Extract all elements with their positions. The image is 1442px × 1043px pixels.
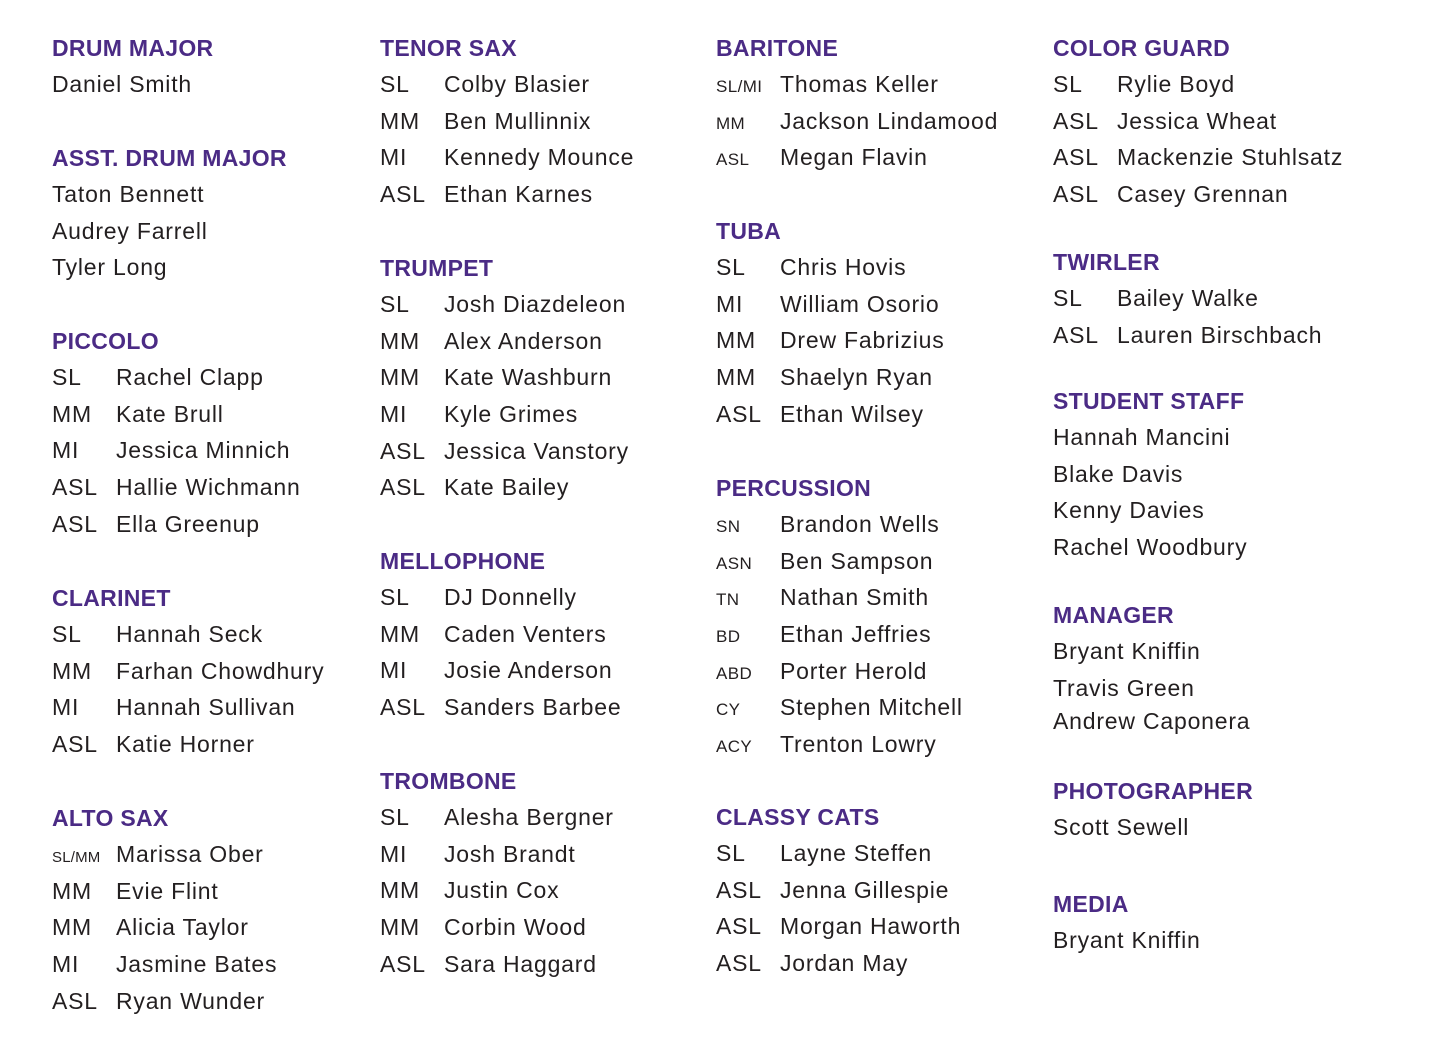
position-label: ASL bbox=[380, 181, 426, 208]
section-classy-cats bbox=[716, 802, 961, 985]
member-name: Hallie Wichmann bbox=[116, 474, 301, 501]
roster-row bbox=[716, 252, 945, 289]
member-name: Justin Cox bbox=[444, 877, 560, 904]
position-label: SL bbox=[1053, 285, 1083, 311]
roster-row bbox=[716, 69, 998, 106]
roster-row bbox=[1053, 459, 1247, 496]
position-label: ASL bbox=[1053, 181, 1099, 208]
position-label: ABD bbox=[716, 663, 753, 683]
roster-row bbox=[380, 875, 614, 912]
member-name: Kyle Grimes bbox=[444, 401, 579, 428]
roster-row bbox=[52, 435, 301, 472]
roster-row bbox=[380, 655, 621, 692]
roster-row bbox=[1053, 320, 1322, 357]
member-name: Sara Haggard bbox=[444, 950, 597, 977]
roster-row bbox=[716, 911, 961, 948]
position-label: ASL bbox=[52, 731, 98, 758]
roster-row bbox=[52, 509, 301, 546]
roster-row bbox=[1053, 925, 1201, 962]
member-name: Shaelyn Ryan bbox=[780, 364, 933, 391]
roster-row bbox=[52, 399, 301, 436]
roster-row bbox=[380, 839, 614, 876]
member-name: Rachel Woodbury bbox=[1053, 534, 1248, 561]
roster-row bbox=[380, 802, 614, 839]
position-label: ASL bbox=[380, 694, 426, 721]
roster-row bbox=[716, 399, 945, 436]
member-name: Brandon Wells bbox=[780, 511, 940, 537]
position-label: SL bbox=[380, 804, 410, 830]
section-percussion bbox=[716, 473, 963, 766]
section-tuba bbox=[716, 216, 945, 435]
member-name: Josie Anderson bbox=[444, 657, 613, 684]
member-name: Corbin Wood bbox=[444, 914, 587, 941]
section-title: BARITONE bbox=[716, 35, 839, 61]
member-name: Rylie Boyd bbox=[1117, 71, 1235, 97]
section-title: TENOR SAX bbox=[380, 35, 517, 61]
roster-row bbox=[1053, 532, 1247, 569]
position-label: SL bbox=[716, 840, 746, 866]
roster-row bbox=[1053, 812, 1253, 849]
member-name: Alicia Taylor bbox=[116, 914, 249, 941]
member-name: Marissa Ober bbox=[116, 841, 264, 867]
member-name: Ethan Wilsey bbox=[780, 400, 924, 427]
position-label: CY bbox=[716, 700, 741, 720]
roster-row bbox=[380, 142, 634, 179]
section-media bbox=[1053, 889, 1201, 962]
section-title: MANAGER bbox=[1053, 602, 1174, 628]
position-label: MM bbox=[380, 914, 420, 941]
position-label: MM bbox=[52, 400, 92, 427]
member-name: Evie Flint bbox=[116, 877, 219, 904]
position-label: SL bbox=[716, 254, 746, 280]
roster-row bbox=[716, 729, 963, 766]
member-name: Travis Green bbox=[1053, 674, 1195, 701]
position-label: SL bbox=[1053, 71, 1083, 97]
member-name: Morgan Haworth bbox=[780, 913, 962, 940]
position-label: ASL bbox=[380, 474, 426, 501]
member-name: Kenny Davies bbox=[1053, 497, 1205, 524]
member-name: Casey Grennan bbox=[1117, 181, 1289, 208]
member-name: Daniel Smith bbox=[52, 71, 192, 97]
position-label: MI bbox=[716, 290, 744, 317]
member-name: Bryant Kniffin bbox=[1053, 638, 1201, 664]
section-student-staff bbox=[1053, 386, 1247, 569]
position-label: MM bbox=[380, 107, 420, 134]
roster-row bbox=[716, 289, 945, 326]
section-manager bbox=[1053, 600, 1250, 742]
position-label: MI bbox=[52, 951, 80, 978]
position-label: ASL bbox=[716, 950, 762, 977]
position-label: MI bbox=[380, 840, 408, 867]
section-title: TWIRLER bbox=[1053, 249, 1160, 275]
roster-row bbox=[716, 948, 961, 985]
position-label: SL/MM bbox=[52, 849, 101, 866]
position-label: SL bbox=[380, 71, 410, 97]
section-asst-drum-major bbox=[52, 143, 287, 289]
member-name: Ryan Wunder bbox=[116, 987, 266, 1014]
member-name: Jordan May bbox=[780, 950, 909, 977]
section-twirler bbox=[1053, 247, 1322, 356]
section-title: COLOR GUARD bbox=[1053, 35, 1231, 61]
position-label: TN bbox=[716, 590, 740, 610]
member-name: Josh Brandt bbox=[444, 840, 576, 867]
roster-row bbox=[52, 986, 277, 1023]
member-name: Farhan Chowdhury bbox=[116, 657, 325, 684]
roster-row bbox=[52, 619, 324, 656]
section-photographer bbox=[1053, 776, 1253, 849]
member-name: Jackson Lindamood bbox=[780, 107, 999, 134]
roster-row bbox=[380, 362, 629, 399]
roster-row bbox=[716, 509, 963, 546]
member-name: Colby Blasier bbox=[444, 71, 590, 97]
position-label: MI bbox=[52, 694, 80, 721]
member-name: Ben Sampson bbox=[780, 547, 934, 574]
position-label: ACY bbox=[716, 737, 753, 757]
member-name: Sanders Barbee bbox=[444, 694, 622, 721]
roster-row bbox=[52, 69, 213, 106]
member-name: Tyler Long bbox=[52, 254, 168, 281]
member-name: Kate Brull bbox=[116, 400, 224, 427]
roster-row bbox=[1053, 422, 1247, 459]
roster-row bbox=[716, 325, 945, 362]
position-label: ASL bbox=[716, 150, 750, 170]
member-name: Bailey Walke bbox=[1117, 285, 1259, 311]
position-label: ASL bbox=[52, 474, 98, 501]
roster-row bbox=[380, 399, 629, 436]
position-label: MI bbox=[52, 437, 80, 464]
member-name: Kennedy Mounce bbox=[444, 144, 635, 171]
position-label: SL bbox=[52, 364, 82, 390]
roster-row bbox=[52, 179, 287, 216]
position-label: ASL bbox=[716, 400, 762, 427]
roster-row bbox=[716, 875, 961, 912]
position-label: ASL bbox=[380, 950, 426, 977]
member-name: Drew Fabrizius bbox=[780, 327, 945, 354]
member-name: Hannah Seck bbox=[116, 621, 263, 647]
member-name: Lauren Birschbach bbox=[1117, 321, 1323, 348]
position-label: MM bbox=[716, 113, 746, 133]
roster-row bbox=[380, 692, 621, 729]
section-title: CLASSY CATS bbox=[716, 804, 880, 830]
section-baritone bbox=[716, 33, 998, 179]
member-name: Alex Anderson bbox=[444, 327, 603, 354]
member-name: Katie Horner bbox=[116, 731, 255, 758]
section-title: CLARINET bbox=[52, 585, 171, 611]
position-label: MM bbox=[52, 877, 92, 904]
roster-row bbox=[1053, 673, 1250, 706]
section-title: STUDENT STAFF bbox=[1053, 388, 1245, 414]
roster-row bbox=[716, 106, 998, 143]
member-name: Jenna Gillespie bbox=[780, 876, 950, 903]
position-label: MM bbox=[52, 657, 92, 684]
member-name: Jasmine Bates bbox=[116, 951, 278, 978]
member-name: Josh Diazdeleon bbox=[444, 291, 627, 317]
roster-row bbox=[1053, 69, 1343, 106]
member-name: Hannah Sullivan bbox=[116, 694, 296, 721]
roster-row bbox=[52, 472, 301, 509]
roster-row bbox=[380, 582, 621, 619]
roster-row bbox=[52, 839, 277, 876]
position-label: SL bbox=[380, 291, 410, 317]
position-label: ASN bbox=[716, 553, 753, 573]
position-label: SL/MI bbox=[716, 77, 763, 96]
member-name: Layne Steffen bbox=[780, 840, 932, 866]
section-title: PICCOLO bbox=[52, 328, 159, 354]
member-name: Thomas Keller bbox=[780, 71, 939, 97]
section-clarinet bbox=[52, 583, 324, 766]
position-label: MM bbox=[380, 620, 420, 647]
section-piccolo bbox=[52, 326, 301, 545]
roster-row bbox=[52, 692, 324, 729]
roster-row bbox=[380, 912, 614, 949]
section-title: MELLOPHONE bbox=[380, 548, 546, 574]
member-name: Ben Mullinnix bbox=[444, 107, 592, 134]
roster-row bbox=[52, 949, 277, 986]
section-color-guard bbox=[1053, 33, 1343, 216]
member-name: Chris Hovis bbox=[780, 254, 907, 280]
member-name: Alesha Bergner bbox=[444, 804, 614, 830]
position-label: MM bbox=[380, 327, 420, 354]
roster-row bbox=[380, 179, 634, 216]
member-name: Scott Sewell bbox=[1053, 814, 1190, 840]
section-title: ASST. DRUM MAJOR bbox=[52, 145, 287, 171]
section-trombone bbox=[380, 766, 614, 985]
section-tenor-sax bbox=[380, 33, 634, 216]
roster-row bbox=[1053, 283, 1322, 320]
position-label: ASL bbox=[716, 876, 762, 903]
member-name: Kate Bailey bbox=[444, 474, 570, 501]
member-name: Trenton Lowry bbox=[780, 731, 937, 758]
position-label: MM bbox=[52, 914, 92, 941]
member-name: Ethan Karnes bbox=[444, 181, 593, 208]
roster-row bbox=[716, 619, 963, 656]
roster-row bbox=[52, 252, 287, 289]
member-name: Rachel Clapp bbox=[116, 364, 264, 390]
roster-row bbox=[716, 838, 961, 875]
roster-row bbox=[380, 436, 629, 473]
position-label: ASL bbox=[52, 510, 98, 537]
section-title: MEDIA bbox=[1053, 891, 1129, 917]
member-name: Jessica Minnich bbox=[116, 437, 291, 464]
member-name: Stephen Mitchell bbox=[780, 694, 963, 721]
roster-row bbox=[52, 876, 277, 913]
member-name: Nathan Smith bbox=[780, 584, 929, 611]
member-name: Kate Washburn bbox=[444, 364, 613, 391]
section-title: PERCUSSION bbox=[716, 475, 872, 501]
roster-row bbox=[52, 362, 301, 399]
member-name: Caden Venters bbox=[444, 620, 607, 647]
member-name: Megan Flavin bbox=[780, 144, 928, 171]
position-label: MM bbox=[716, 327, 756, 354]
position-label: ASL bbox=[1053, 107, 1099, 134]
roster-row bbox=[380, 949, 614, 986]
roster-row bbox=[1053, 106, 1343, 143]
roster-row bbox=[716, 582, 963, 619]
position-label: SL bbox=[380, 584, 410, 610]
roster-row bbox=[52, 656, 324, 693]
section-trumpet bbox=[380, 253, 629, 509]
position-label: MM bbox=[716, 364, 756, 391]
roster-row bbox=[52, 216, 287, 253]
member-name: Porter Herold bbox=[780, 657, 928, 684]
section-title: TRUMPET bbox=[380, 255, 494, 281]
section-title: ALTO SAX bbox=[52, 805, 169, 831]
roster-row bbox=[716, 656, 963, 693]
position-label: MI bbox=[380, 657, 408, 684]
roster-row bbox=[380, 472, 629, 509]
roster-row bbox=[716, 142, 998, 179]
roster-row bbox=[1053, 142, 1343, 179]
roster-row bbox=[52, 729, 324, 766]
position-label: ASL bbox=[1053, 144, 1099, 171]
roster-row bbox=[380, 619, 621, 656]
section-title: PHOTOGRAPHER bbox=[1053, 778, 1253, 804]
roster-row bbox=[1053, 636, 1250, 673]
position-label: ASL bbox=[380, 437, 426, 464]
member-name: William Osorio bbox=[780, 290, 940, 317]
roster-row bbox=[716, 692, 963, 729]
member-name: Andrew Caponera bbox=[1053, 707, 1251, 734]
member-name: Hannah Mancini bbox=[1053, 424, 1231, 450]
roster-row bbox=[716, 362, 945, 399]
roster-row bbox=[380, 106, 634, 143]
position-label: MM bbox=[380, 364, 420, 391]
member-name: Jessica Vanstory bbox=[444, 437, 629, 464]
section-mellophone bbox=[380, 546, 621, 729]
position-label: ASL bbox=[1053, 321, 1099, 348]
position-label: MI bbox=[380, 401, 408, 428]
position-label: ASL bbox=[52, 987, 98, 1014]
position-label: SN bbox=[716, 517, 741, 536]
roster-row bbox=[52, 912, 277, 949]
roster-row bbox=[380, 289, 629, 326]
member-name: Taton Bennett bbox=[52, 181, 205, 207]
member-name: Ella Greenup bbox=[116, 510, 260, 537]
roster-row bbox=[1053, 706, 1250, 743]
member-name: Ethan Jeffries bbox=[780, 621, 932, 648]
section-title: TROMBONE bbox=[380, 768, 517, 794]
roster-row bbox=[716, 546, 963, 583]
position-label: BD bbox=[716, 627, 741, 647]
member-name: Bryant Kniffin bbox=[1053, 927, 1201, 953]
member-name: Mackenzie Stuhlsatz bbox=[1117, 144, 1344, 171]
member-name: Blake Davis bbox=[1053, 460, 1184, 487]
member-name: Jessica Wheat bbox=[1117, 107, 1277, 134]
member-name: DJ Donnelly bbox=[444, 584, 577, 610]
roster-row bbox=[1053, 495, 1247, 532]
roster-row bbox=[1053, 179, 1343, 216]
section-drum-major bbox=[52, 33, 213, 106]
position-label: MM bbox=[380, 877, 420, 904]
position-label: ASL bbox=[716, 913, 762, 940]
section-title: TUBA bbox=[716, 218, 782, 244]
section-title: DRUM MAJOR bbox=[52, 35, 214, 61]
position-label: MI bbox=[380, 144, 408, 171]
roster-row bbox=[380, 326, 629, 363]
member-name: Audrey Farrell bbox=[52, 217, 208, 244]
roster-row bbox=[380, 69, 634, 106]
position-label: SL bbox=[52, 621, 82, 647]
section-alto-sax bbox=[52, 803, 277, 1022]
